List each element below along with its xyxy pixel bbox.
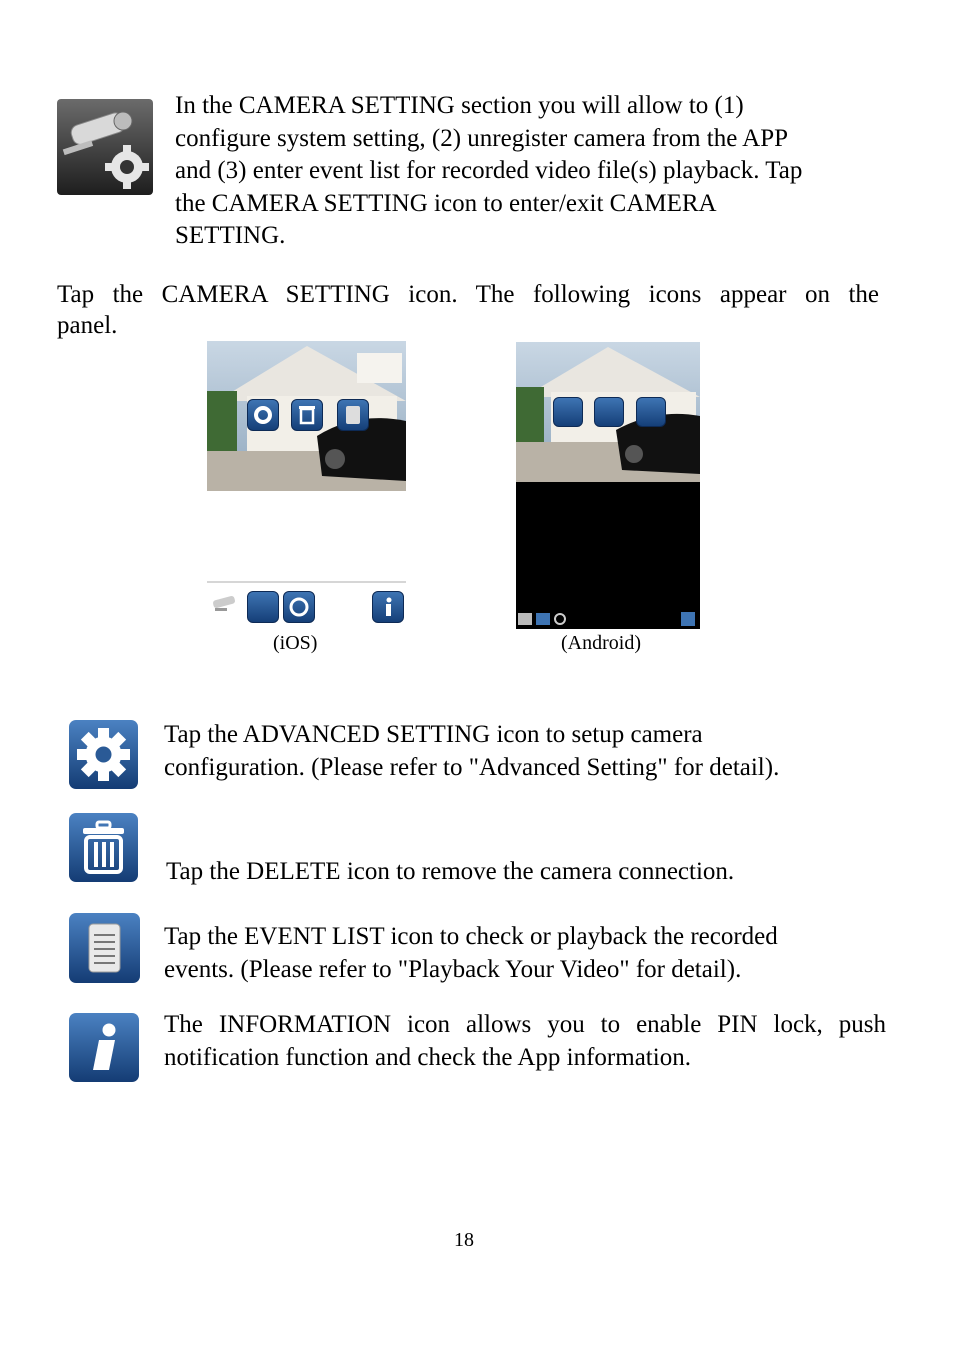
document-list-icon [69, 913, 140, 983]
camera-setting-icon[interactable] [211, 592, 241, 618]
info-icon [69, 1013, 139, 1082]
ios-screenshot [207, 341, 406, 629]
android-screenshot [516, 342, 700, 629]
intro-line: configure system setting, (2) unregister camera from the APP [175, 124, 789, 152]
info-icon[interactable] [372, 591, 404, 623]
intro-line: SETTING. [175, 222, 286, 249]
intro-line: In the CAMERA SETTING section you will allow to (1) [175, 92, 744, 119]
tap-instruction-line2: panel. [57, 312, 118, 339]
delete-description [166, 856, 896, 889]
description-line: Tap the DELETE icon to remove the camera connection. [166, 858, 735, 885]
trash-icon[interactable] [594, 397, 624, 427]
trash-icon[interactable] [291, 399, 323, 431]
description-line: configuration. (Please refer to "Advanced Setting" for detail). [164, 753, 780, 781]
camera-setting-active-icon[interactable] [247, 591, 279, 623]
advanced-setting-description [164, 719, 894, 784]
intro-line: the CAMERA SETTING icon to enter/exit CAMERA [175, 189, 717, 217]
info-icon[interactable] [681, 612, 695, 626]
description-line: notification function and check the App information. [164, 1043, 691, 1071]
information-description [164, 1009, 886, 1074]
gear-icon [69, 720, 138, 789]
document-list-icon[interactable] [636, 397, 666, 427]
gear-icon[interactable] [553, 397, 583, 427]
trash-icon [69, 813, 138, 882]
android-caption: (Android) [561, 632, 641, 654]
event-list-description [164, 921, 894, 986]
toolbar-divider [207, 581, 406, 583]
camera-setting-icon[interactable] [518, 613, 532, 625]
tap-instruction-line1: Tap the CAMERA SETTING icon. The following icons appear on the [57, 281, 879, 308]
intro-line: and (3) enter event list for recorded video file(s) playback. Tap [175, 157, 803, 184]
camera-setting-active-icon[interactable] [536, 613, 550, 625]
description-line: events. (Please refer to "Playback Your Video" for detail). [164, 955, 742, 983]
tap-instruction [57, 279, 879, 341]
camera-setting-icon [57, 99, 153, 195]
refresh-icon[interactable] [554, 613, 566, 625]
intro-paragraph [175, 90, 895, 253]
description-line: Tap the ADVANCED SETTING icon to setup camera [164, 721, 703, 748]
description-line: The INFORMATION icon allows you to enable PIN lock, push [164, 1011, 886, 1038]
refresh-icon[interactable] [283, 591, 315, 623]
gear-icon[interactable] [247, 399, 279, 431]
description-line: Tap the EVENT LIST icon to check or playback the recorded [164, 923, 778, 950]
ios-caption: (iOS) [273, 632, 318, 654]
document-list-icon[interactable] [337, 399, 369, 431]
page-number: 18 [454, 1229, 474, 1251]
